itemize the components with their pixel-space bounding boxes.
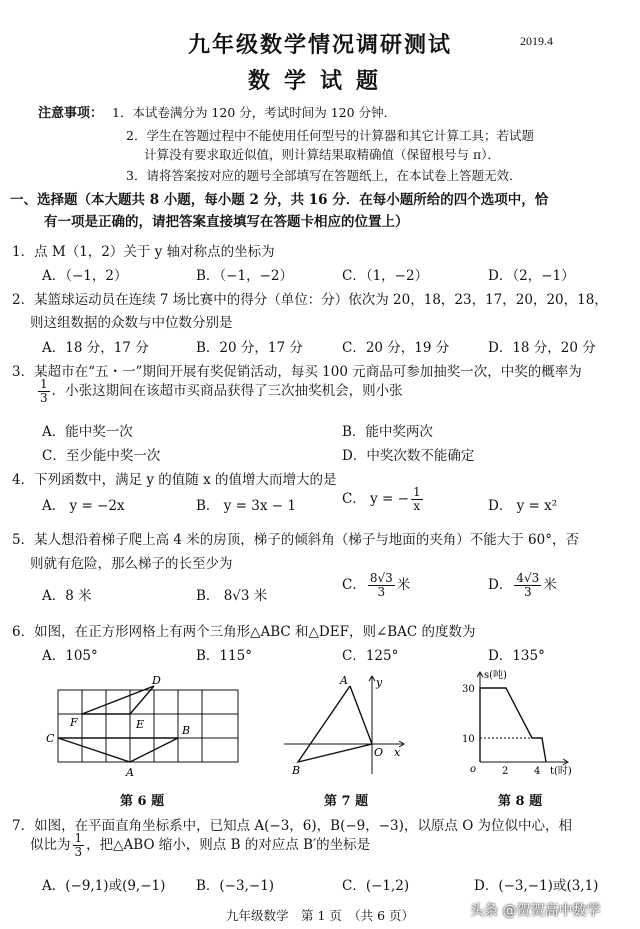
label-c: C [46, 732, 55, 745]
label-y: y [376, 676, 383, 689]
q4-option-a: A． y = −2x [42, 498, 125, 514]
q7-option-a: A．(−9,1)或(9,−1) [42, 878, 166, 894]
label-30: 30 [462, 684, 475, 695]
q2-option-d: D．18 分，20 分 [488, 340, 596, 356]
question-2-stem-cont: 则这组数据的众数与中位数分别是 [30, 315, 233, 331]
q6-option-b: B．115° [196, 648, 252, 664]
q5-option-c: C． $\frac{8√3}{3}$ 米 [342, 571, 411, 599]
figure-8-graph [440, 666, 590, 782]
q3-option-b: B．能中奖两次 [342, 424, 433, 440]
q7-option-c: C．(−1,2) [342, 878, 410, 894]
q4-option-c: C． y = − $\frac{1}{x}$ [342, 485, 421, 513]
q2-option-a: A．18 分，17 分 [42, 340, 149, 356]
label-a: A [340, 674, 348, 687]
label-d: D [152, 674, 161, 687]
section-heading-cont: 有一项是正确的，请把答案直接填写在答题卡相应的位置上） [44, 214, 409, 230]
label-4: 4 [534, 766, 541, 777]
label-f: F [70, 716, 78, 729]
label-e: E [136, 718, 145, 731]
q4-option-b: B． y = 3x − 1 [196, 498, 296, 514]
question-6-stem: 6．如图，在正方形网格上有两个三角形△ABC 和△DEF，则∠BAC 的度数为 [12, 624, 476, 640]
q2-option-c: C．20 分，19 分 [342, 340, 450, 356]
label-s: s(吨) [484, 670, 507, 681]
exam-subtitle: 数学试题 [247, 68, 392, 94]
figure-6-caption: 第 6 题 [120, 794, 165, 809]
watermark: 头条 @贺贺高中数学 [470, 903, 601, 919]
q1-option-a: A．（−1，2） [42, 268, 128, 284]
notes-heading: 注意事项： [38, 106, 104, 121]
note-item-2: 2．学生在答题过程中不能使用任何型号的计算器和其它计算工具；若试题 [126, 128, 534, 143]
q3-fraction: $\frac{1}{3}$ [40, 377, 48, 405]
label-x: x [394, 746, 401, 759]
page-footer: 九年级数学 第 1 页 （共 6 页） [225, 908, 415, 923]
q6-option-d: D．135° [488, 648, 545, 664]
label-b: B [182, 724, 191, 737]
q5-option-a: A．8 米 [42, 588, 92, 604]
triangle-abc [58, 738, 178, 762]
q1-option-d: D．（2，−1） [488, 268, 575, 284]
question-3-stem: 3．某超市在“五・一”期间开展有奖促销活动，每买 100 元商品可参加抽奖一次，中奖的概率为 [12, 364, 582, 380]
note-item-2-cont: 计算没有要求取近似值，则计算结果取精确值（保留根号与 π）． [144, 147, 500, 162]
label-t: t(时) [550, 766, 572, 777]
triangle-abo [298, 686, 372, 762]
label-a: A [126, 766, 134, 779]
figure-7-coordinate [280, 670, 410, 780]
label-o: o [470, 764, 477, 775]
figure-6-grid [40, 672, 250, 782]
section-heading: 一、选择题（本大题共 8 小题，每小题 2 分，共 16 分．在每小题所给的四个选项中，恰 [10, 192, 549, 208]
q7-option-b: B．(−3,−1) [196, 878, 275, 894]
question-5-stem: 5．某人想沿着梯子爬上高 4 米的房顶，梯子的倾斜角（梯子与地面的夹角）不能大于 60°，否 [12, 532, 579, 548]
question-7-stem: 7．如图，在平面直角坐标系中，已知点 A(−3，6)，B(−9，−3)，以原点 O 为位似中心，相 [12, 818, 573, 834]
question-5-stem-cont: 则就有危险，那么梯子的长至少为 [30, 556, 233, 572]
question-4-stem: 4．下列函数中，满足 y 的值随 x 的值增大而增大的是 [12, 472, 337, 488]
question-2-stem: 2．某篮球运动员在连续 7 场比赛中的得分（单位：分）依次为 20，18，23，17，20，20，18， [12, 292, 608, 308]
exam-date: 2019.4 [520, 34, 553, 48]
q2-option-b: B．20 分，17 分 [196, 340, 303, 356]
graph-line [480, 688, 546, 762]
figure-7-caption: 第 7 题 [324, 794, 369, 809]
note-item-1: 1．本试卷满分为 120 分，考试时间为 120 分钟． [112, 105, 397, 120]
q4-option-d: D． y = x² [488, 498, 558, 514]
question-7-stem-cont: 似比为 $\frac{1}{3}$ ，把△ABO 缩小，则点 B 的对应点 B′的坐标是 [30, 831, 371, 859]
q1-option-c: C．（1，−2） [342, 268, 429, 284]
q3-option-a: A．能中奖一次 [42, 424, 133, 440]
q7-option-d: D．(−3,−1)或(3,1) [474, 878, 599, 894]
q6-option-c: C．125° [342, 648, 399, 664]
q5-option-d: D． $\frac{4√3}{3}$ 米 [488, 571, 557, 599]
label-10: 10 [462, 734, 475, 745]
q7-fraction: $\frac{1}{3}$ [74, 831, 83, 859]
label-b: B [292, 764, 301, 777]
q3-option-c: C．至少能中奖一次 [42, 448, 161, 464]
q3-option-d: D．中奖次数不能确定 [342, 448, 475, 464]
question-1-stem: 1．点 M（1，2）关于 y 轴对称点的坐标为 [12, 244, 275, 260]
exam-title: 九年级数学情况调研测试 [187, 32, 452, 58]
label-o: O [374, 746, 384, 759]
question-3-stem-cont: $\frac{1}{3}$ ．小张这期间在该超市买商品获得了三次抽奖机会，则小张 [40, 377, 403, 405]
q6-option-a: A．105° [42, 648, 98, 664]
q1-option-b: B．（−1，−2） [196, 268, 293, 284]
note-item-3: 3．请将答案按对应的题号全部填写在答题纸上，在本试卷上答题无效． [126, 168, 522, 183]
figure-8-caption: 第 8 题 [498, 794, 543, 809]
q5-option-b: B． 8√3 米 [196, 588, 268, 604]
label-2: 2 [502, 766, 509, 777]
